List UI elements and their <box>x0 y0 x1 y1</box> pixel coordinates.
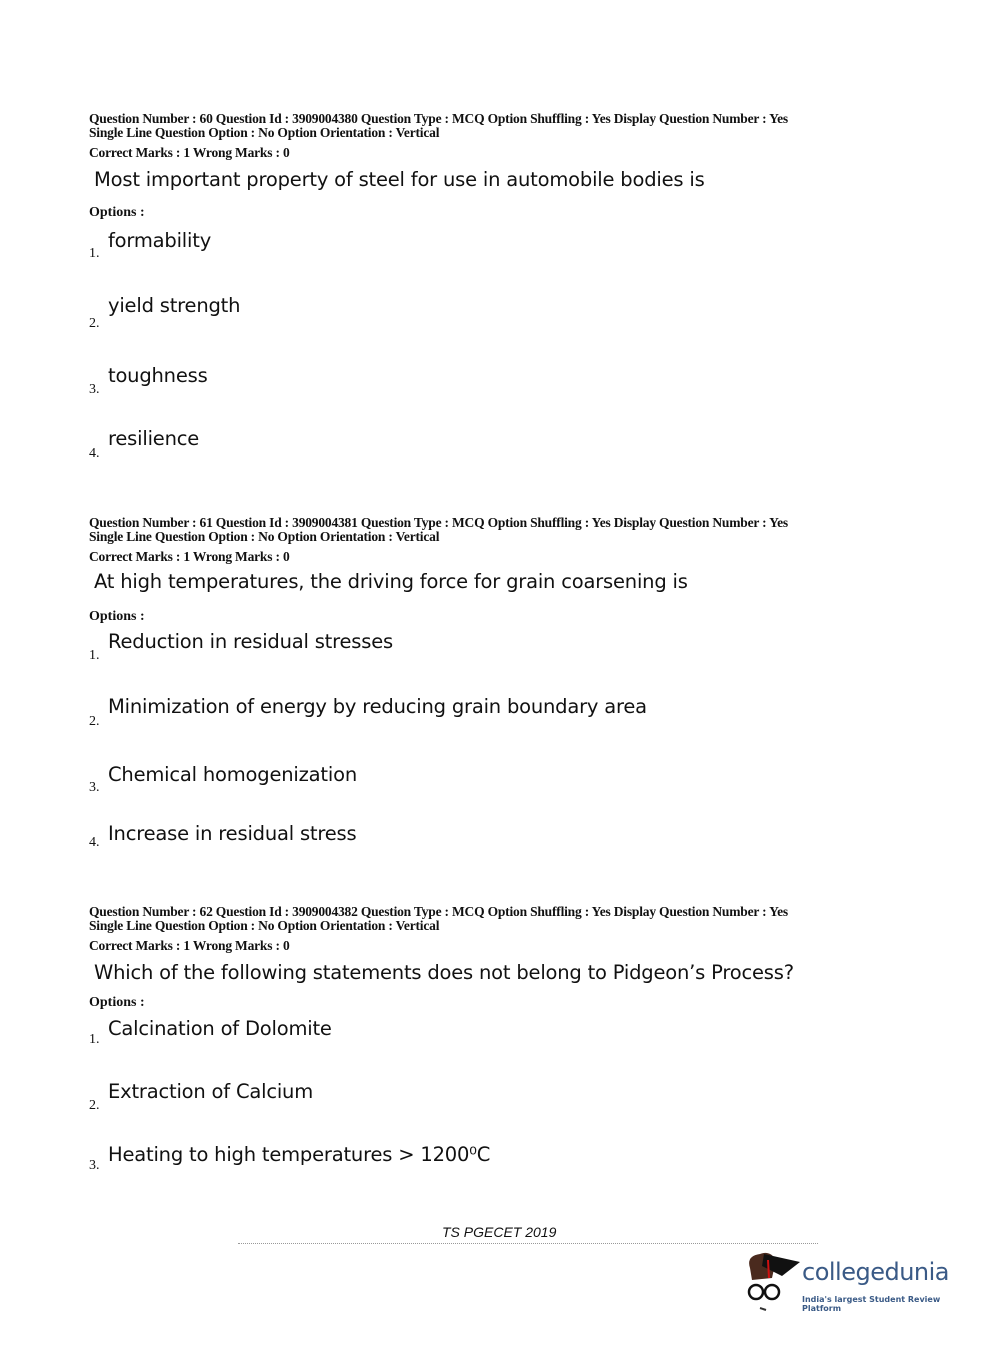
logo-wordmark: collegedunia <box>802 1258 950 1286</box>
options-label: Options : <box>89 995 145 1010</box>
option-text: formability <box>108 229 212 252</box>
question-meta-line2: Single Line Question Option : No Option Orientation : Vertical <box>89 529 440 544</box>
option-text: Calcination of Dolomite <box>108 1017 332 1040</box>
question-marks: Correct Marks : 1 Wrong Marks : 0 <box>89 938 290 953</box>
option-text: yield strength <box>108 294 241 317</box>
options-label: Options : <box>89 205 145 220</box>
question-meta-line2: Single Line Question Option : No Option Orientation : Vertical <box>89 125 440 140</box>
option-number: 2. <box>89 1098 100 1113</box>
option-text: Extraction of Calcium <box>108 1080 314 1103</box>
option-number: 2. <box>89 316 100 331</box>
options-label: Options : <box>89 609 145 624</box>
mascot-icon <box>742 1248 802 1312</box>
question-meta-line2: Single Line Question Option : No Option Orientation : Vertical <box>89 918 440 933</box>
option-text: Increase in residual stress <box>108 822 357 845</box>
question-meta-line1: Question Number : 62 Question Id : 3909004382 Question Type : MCQ Option Shuffling : Yes Display Question Number : Yes <box>89 904 788 919</box>
option-text: Minimization of energy by reducing grain boundary area <box>108 695 647 718</box>
question-meta-line1: Question Number : 61 Question Id : 3909004381 Question Type : MCQ Option Shuffling : Yes Display Question Number : Yes <box>89 515 788 530</box>
option-text: Heating to high temperatures > 1200⁰C <box>108 1143 491 1166</box>
option-number: 4. <box>89 446 100 461</box>
option-number: 1. <box>89 246 100 261</box>
option-text: resilience <box>108 427 200 450</box>
question-text: At high temperatures, the driving force for grain coarsening is <box>94 570 688 593</box>
footer-exam-name: TS PGECET 2019 <box>442 1224 557 1240</box>
footer-divider <box>238 1243 818 1244</box>
option-text: Reduction in residual stresses <box>108 630 393 653</box>
option-number: 1. <box>89 1032 100 1047</box>
question-text: Which of the following statements does not belong to Pidgeon’s Process? <box>94 961 794 984</box>
collegedunia-logo <box>742 1248 972 1312</box>
option-number: 2. <box>89 714 100 729</box>
logo-tagline: India's largest Student Review Platform <box>802 1295 941 1313</box>
question-marks: Correct Marks : 1 Wrong Marks : 0 <box>89 145 290 160</box>
option-number: 3. <box>89 780 100 795</box>
question-marks: Correct Marks : 1 Wrong Marks : 0 <box>89 549 290 564</box>
option-number: 1. <box>89 648 100 663</box>
option-number: 4. <box>89 835 100 850</box>
option-text: toughness <box>108 364 208 387</box>
option-number: 3. <box>89 382 100 397</box>
question-meta-line1: Question Number : 60 Question Id : 3909004380 Question Type : MCQ Option Shuffling : Yes Display Question Number : Yes <box>89 111 788 126</box>
option-number: 3. <box>89 1158 100 1173</box>
question-text: Most important property of steel for use in automobile bodies is <box>94 168 705 191</box>
option-text: Chemical homogenization <box>108 763 357 786</box>
